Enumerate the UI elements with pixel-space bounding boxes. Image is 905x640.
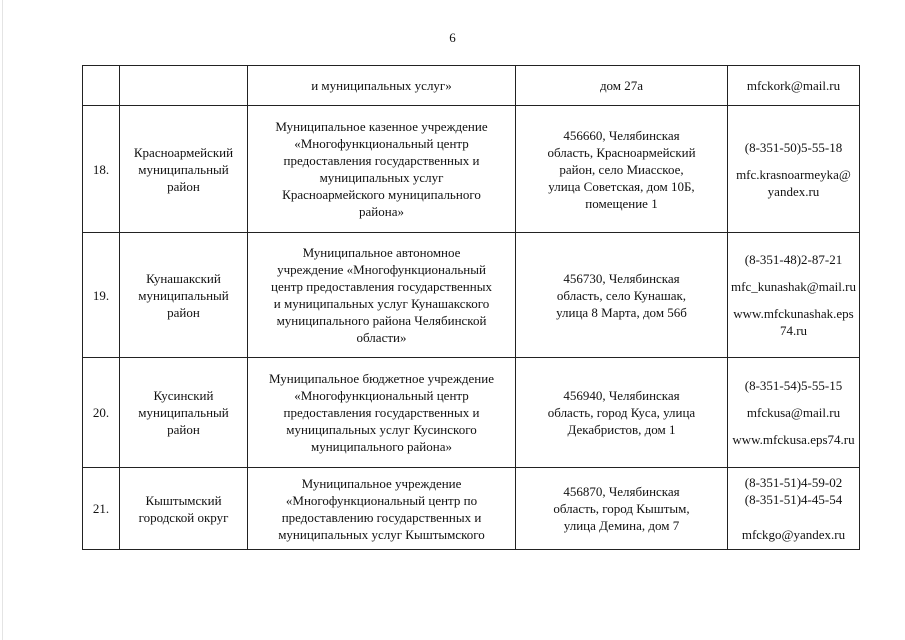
table-row [83,468,860,550]
district-cell: Кыштымский городской округ [120,468,248,550]
table-row [83,66,860,106]
email-text: mfc.krasnoarmeyka@ [736,166,851,182]
institution-cell: Муниципальное казенное учреждение «Многофункциональный центр предоставления государственных и муниципальных услуг Красноармейского муниципального района» [248,106,516,233]
table-row [83,106,860,233]
address-cell: 456870, Челябинская область, город Кыштым, улица Демина, дом 7 [516,468,728,550]
phone-text: (8-351-51)4-59-02 [744,475,843,490]
table-row [83,358,860,468]
row-number [83,66,120,106]
district-cell: Кунашакский муниципальный район [120,233,248,358]
email-text: mfc_kunashak@mail.ru [731,279,856,294]
contacts-cell [728,468,860,550]
email-text: mfckork@mail.ru [746,78,841,93]
contacts-cell [728,358,860,468]
address-cell: 456940, Челябинская область, город Куса, улица Декабристов, дом 1 [516,358,728,468]
row-number: 18. [83,106,120,233]
website-text: www.mfckusa.eps74.ru [732,432,855,447]
institution-cell: Муниципальное учреждение «Многофункциональный центр по предоставлению государственных и муниципальных услуг Кыштымского [248,468,516,550]
contacts-cell [728,66,860,106]
mfc-registry-table [82,65,860,550]
email-text: mfckgo@yandex.ru [741,527,846,542]
phone-text: (8-351-48)2-87-21 [744,252,843,267]
email-text: yandex.ru [767,183,820,199]
row-number: 19. [83,233,120,358]
phone-text: (8-351-54)5-55-15 [744,378,843,393]
district-cell: Кусинский муниципальный район [120,358,248,468]
address-cell: 456730, Челябинская область, село Кунашак, улица 8 Марта, дом 56б [516,233,728,358]
contacts-cell [728,106,860,233]
institution-cell: и муниципальных услуг» [248,66,516,106]
row-number: 21. [83,468,120,550]
phone-text: (8-351-50)5-55-18 [744,139,843,155]
website-text: www.mfckunashak.eps [733,306,854,321]
email-text: mfckusa@mail.ru [746,405,841,420]
institution-cell: Муниципальное бюджетное учреждение «Многофункциональный центр предоставления государственных и муниципальных услуг Кусинского муниципального района» [248,358,516,468]
district-cell: Красноармейский муниципальный район [120,106,248,233]
address-cell: 456660, Челябинская область, Красноармейский район, село Миасское, улица Советская, дом 10Б, помещение 1 [516,106,728,233]
district-cell [120,66,248,106]
institution-cell: Муниципальное автономное учреждение «Многофункциональный центр предоставления государственных и муниципальных услуг Кунашакского муниципального района Челябинской области» [248,233,516,358]
contacts-cell [728,233,860,358]
page-number: 6 [449,30,456,45]
table-row [83,233,860,358]
scan-edge-line [2,0,3,640]
phone-text: (8-351-51)4-45-54 [744,492,843,507]
row-number: 20. [83,358,120,468]
address-cell: дом 27а [516,66,728,106]
website-text: 74.ru [779,323,808,338]
